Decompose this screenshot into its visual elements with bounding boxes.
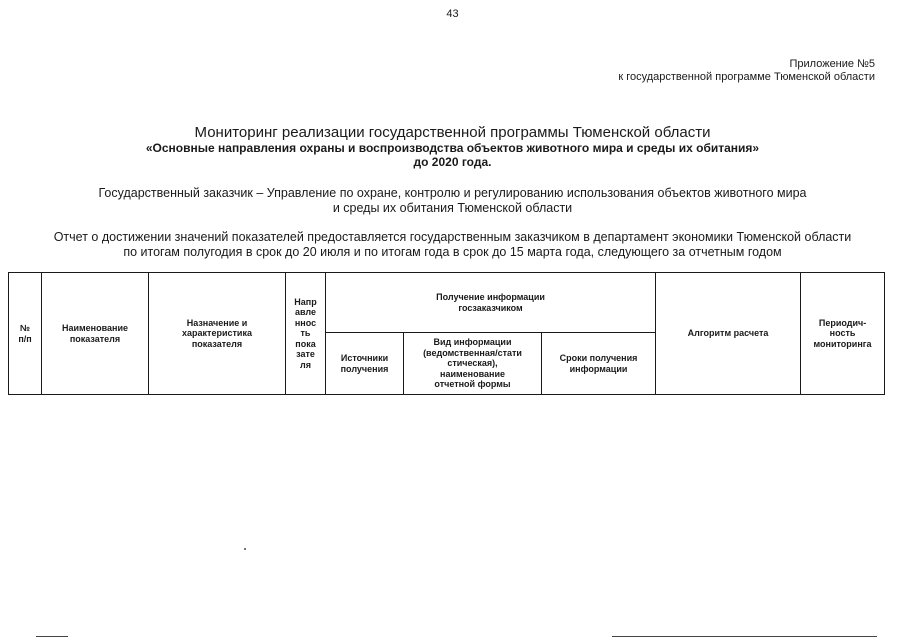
- state-customer-line-1: Государственный заказчик – Управление по охране, контролю и регулированию использования объектов животного мира: [98, 186, 807, 200]
- title-main: Мониторинг реализации государственной программы Тюменской области: [194, 124, 711, 141]
- document-title: [0, 124, 905, 169]
- state-customer-line-2: и среды их обитания Тюменской области: [332, 201, 573, 215]
- header-deadlines: Сроки получения информации: [542, 333, 656, 395]
- title-program-name: «Основные направления охраны и воспроизводства объектов животного мира и среды их обитания»: [145, 141, 760, 155]
- report-note: [0, 230, 905, 260]
- header-info-group: Получение информации госзаказчиком: [326, 273, 656, 333]
- header-sources: Источники получения: [326, 333, 404, 395]
- scan-edge-mark-right: [612, 636, 877, 637]
- state-customer: [0, 186, 905, 216]
- title-year: до 2020 года.: [413, 155, 492, 169]
- header-periodicity: Периодич- ность мониторинга: [801, 273, 885, 395]
- header-number: № п/п: [9, 273, 42, 395]
- appendix-note: [618, 58, 875, 84]
- report-note-line-1: Отчет о достижении значений показателей предоставляется государственным заказчиком в департамент экономики Тюменской области: [53, 230, 852, 244]
- appendix-line-1: Приложение №5: [789, 58, 875, 70]
- header-algorithm: Алгоритм расчета: [656, 273, 801, 395]
- monitoring-table: [8, 272, 885, 395]
- header-direction: Напр авле ннос ть пока зате ля: [286, 273, 326, 395]
- appendix-line-2: к государственной программе Тюменской области: [618, 71, 875, 83]
- header-info-type: Вид информации (ведомственная/стати стическая), наименование отчетной формы: [404, 333, 542, 395]
- header-indicator-name: Наименование показателя: [42, 273, 149, 395]
- header-purpose: Назначение и характеристика показателя: [149, 273, 286, 395]
- report-note-line-2: по итогам полугодия в срок до 20 июля и по итогам года в срок до 15 марта года, следующего за отчетным годом: [123, 245, 782, 259]
- page-number: 43: [446, 8, 459, 20]
- scan-speck: [244, 548, 246, 550]
- scan-edge-mark-left: [36, 636, 68, 637]
